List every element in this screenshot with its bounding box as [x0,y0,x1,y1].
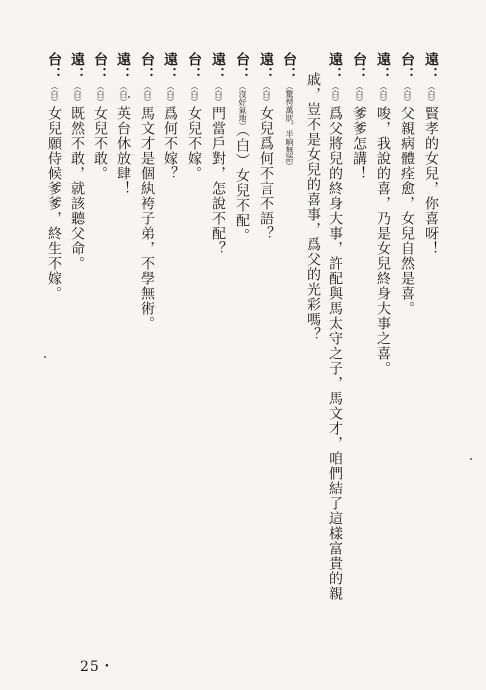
dialogue-line [375,52,391,376]
line-text: 戚，豈不是女兒的喜事，爲父的光彩嗎？ [305,72,321,342]
stage-direction: （白） [119,82,128,106]
line-text: 唆，我說的喜，乃是女兒終身大事之喜。 [375,106,391,376]
speaker-label: 遠： [210,52,226,82]
stage-direction: （白） [73,82,82,106]
dialogue-line [186,52,202,181]
speaker-label: 遠： [258,52,274,82]
line-text: 既然不敢，就該聽父命。 [69,106,85,271]
line-text: 爹爹怎講！ [351,106,367,181]
line-text: 女兒爲何不言不語？ [258,106,274,241]
speaker-label: 台： [351,52,367,82]
speaker-label: 遠： [115,52,131,82]
line-text: 英台休放肆！ [115,106,131,196]
line-text: 女兒不敢。 [92,106,108,181]
stage-direction: （白） [403,82,412,106]
dialogue-line [234,52,250,243]
speaker-label: 台： [139,52,155,82]
dialogue-line [258,52,274,241]
speaker-label: 遠： [162,52,178,82]
dialogue-line [351,52,367,181]
line-text: 爲何不嫁？ [162,106,178,181]
speaker-label: 台： [46,52,62,82]
print-speck [470,458,472,460]
speaker-label: 遠： [423,52,439,82]
line-text: 爲父將兒的終身大事，許配與馬太守之子，馬文才，咱們結了這樣富貴的親 [327,106,343,601]
stage-direction: （白） [379,82,388,106]
stage-direction: （白） [355,82,364,106]
line-text: 女兒願侍候爹爹，終生不嫁。 [46,106,62,301]
dialogue-line [327,52,343,601]
speaker-label: 遠： [69,52,85,82]
dialogue-line [115,52,131,196]
line-text: 賢孝的女兒，你喜呀！ [423,106,439,256]
stage-direction: （白） [50,82,59,106]
speaker-label: 台： [281,52,297,82]
speaker-label: 台： [234,52,250,82]
stage-direction: （白） [190,82,199,106]
stage-direction: （白） [143,82,152,106]
speaker-label: 遠： [327,52,343,82]
dialogue-line [281,52,297,170]
stage-direction: （白） [262,82,271,106]
dialogue-line [139,52,155,331]
line-text: 女兒不嫁。 [186,106,202,181]
dialogue-line [210,52,226,256]
dialogue-line [92,52,108,181]
line-text: 父親病體痊愈，女兒自然是喜。 [399,106,415,316]
speaker-label: 台： [186,52,202,82]
stage-direction: （白） [96,82,105,106]
dialogue-line [69,52,85,271]
stage-direction: （白） [214,82,223,106]
speaker-label: 遠： [375,52,391,82]
line-text: 馬文才是個紈袴子弟，不學無術。 [139,106,155,331]
stage-direction: （沒好氣地） [238,82,247,130]
stage-direction: （白） [166,82,175,106]
page-number: 25・ [80,659,115,675]
stage-direction: （白） [331,82,340,106]
dialogue-line [162,52,178,181]
speaker-label: 台： [92,52,108,82]
stage-direction: （驚愕萬狀，半晌無語） [285,82,294,170]
dialogue-line [46,52,62,301]
line-text: 門當戶對，怎說不配？ [210,106,226,256]
print-speck [44,356,46,358]
dialogue-line [423,52,439,256]
speaker-label: 台： [399,52,415,82]
line-text: （白）女兒不配。 [234,130,250,243]
print-speck [128,96,130,98]
dialogue-line-continuation [305,72,321,342]
stage-direction: （白） [427,82,436,106]
dialogue-line [399,52,415,316]
